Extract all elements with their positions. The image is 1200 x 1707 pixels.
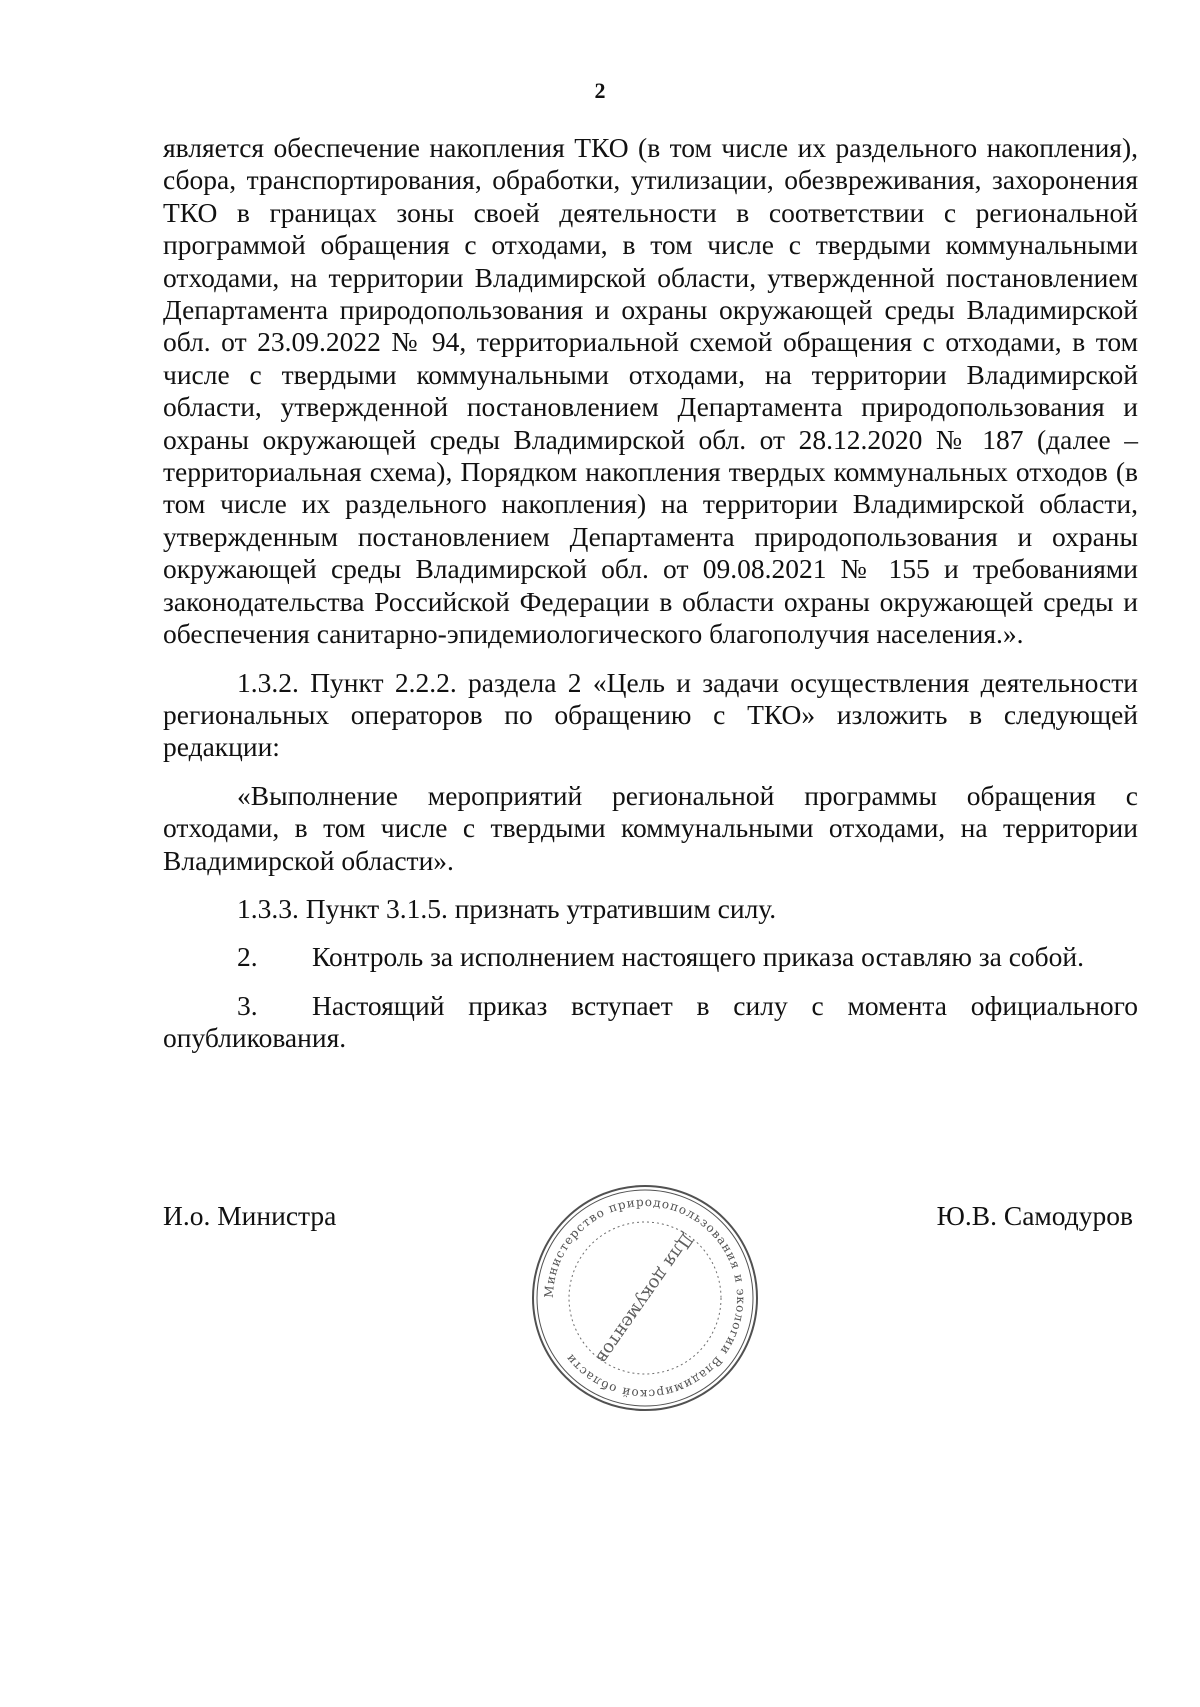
- paragraph-quoted-text: «Выполнение мероприятий региональной программы обращения с отходами, в том числе с твердыми коммунальными отходами, на территории Владимирской области».: [163, 779, 1138, 876]
- paragraph-continuation: является обеспечение накопления ТКО (в том числе их раздельного накопления), сбора, транспортирования, обработки, утилизации, обезвреживания, захоронения ТКО в границах зоны своей деятельности в соответствии с региональной программой обращения с отходами, в том числе с твердыми коммунальными отходами, на территории Владимирской области, утвержденной постановлением Департамента природопользования и охраны окружающей среды Владимирской обл. от 23.09.2022 № 94, территориальной схемой обращения с отходами, в том числе с твердыми коммунальными отходами, на территории Владимирской области, утвержденной постановлением Департамента природопользования и охраны окружающей среды Владимирской обл. от 28.12.2020 № 187 (далее – территориальная схема), Порядком накопления твердых коммунальных отходов (в том числе их раздельного накопления) на территории Владимирской области, утвержденным постановлением Департамента природопользования и охраны окружающей среды Владимирской обл. от 09.08.2021 № 155 и требованиями законодательства Российской Федерации в области охраны окружающей среды и обеспечения санитарно-эпидемиологического благополучия населения.».: [163, 132, 1138, 650]
- numbered-item-2: [163, 941, 1138, 973]
- item-text: Настоящий приказ вступает в силу с момента официального опубликования.: [163, 989, 1138, 1054]
- official-seal: [527, 1180, 763, 1416]
- numbered-item-3: [163, 990, 1138, 1055]
- paragraph-item-1-3-2: 1.3.2. Пункт 2.2.2. раздела 2 «Цель и задачи осуществления деятельности региональных операторов по обращению с ТКО» изложить в следующей редакции:: [163, 666, 1138, 763]
- document-body: [163, 132, 1138, 1055]
- item-number: 2.: [237, 941, 258, 973]
- page-number: 2: [594, 78, 606, 103]
- item-number: 3.: [237, 989, 258, 1021]
- seal-inner-text: Для документов: [591, 1228, 698, 1368]
- signer-name: Ю.В. Самодуров: [936, 1200, 1133, 1231]
- paragraph-item-1-3-3: 1.3.3. Пункт 3.1.5. признать утратившим силу.: [237, 892, 777, 924]
- seal-outer-text: Министерство природопользования и экологии Владимирской области: [541, 1194, 749, 1402]
- signer-position: И.о. Министра: [163, 1200, 337, 1231]
- item-text: Контроль за исполнением настоящего приказа оставляю за собой.: [312, 941, 1084, 973]
